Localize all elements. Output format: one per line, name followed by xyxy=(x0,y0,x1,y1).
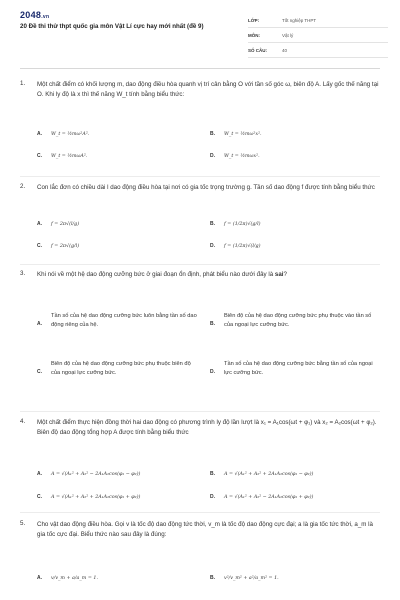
meta-row-class xyxy=(248,13,388,28)
option-letter: D. xyxy=(210,369,215,375)
option-text: A = √(A₁² + A₂² + 2A₁A₂cos(φ₁ + φ₂)) xyxy=(51,495,141,500)
option-letter: D. xyxy=(210,494,215,500)
option-b[interactable] xyxy=(210,312,380,352)
option-text: A = √(A₁² + A₂² − 2A₁A₂cos(φ₁ − φ₂)) xyxy=(51,472,141,477)
option-letter: A. xyxy=(37,131,42,137)
logo-suffix: .vn xyxy=(41,14,50,20)
option-a[interactable] xyxy=(37,312,207,352)
header-divider xyxy=(20,68,380,69)
option-letter: B. xyxy=(210,131,215,137)
option-text: f = 2π√(g/l) xyxy=(51,244,80,249)
document-title: 20 Đề thi thử thpt quốc gia môn Vật Lí cực hay mới nhất (đề 9) xyxy=(20,23,204,30)
meta-row-count xyxy=(248,43,388,58)
question-text: Cho vật dao động điều hòa. Gọi v là tốc độ dao động tức thời, v_m là tốc độ dao động cực đại; a là gia tốc tức thời, a_m là gia tốc cực đại. Biểu thức nào sau đây là đúng: xyxy=(37,521,373,538)
option-a[interactable] xyxy=(37,221,79,229)
question-divider xyxy=(20,264,380,265)
meta-value-subject: Vật lý xyxy=(282,32,294,38)
question-number: 4. xyxy=(20,418,26,425)
option-text: v²/v_m² + a²/a_m² = 1. xyxy=(224,576,279,581)
option-text: v/v_m + a/a_m = 1. xyxy=(51,576,98,581)
option-letter: C. xyxy=(37,153,42,159)
document-header xyxy=(0,0,400,64)
option-letter: A. xyxy=(37,321,42,327)
option-c[interactable] xyxy=(37,243,79,251)
option-d[interactable] xyxy=(210,494,313,502)
option-letter: D. xyxy=(210,153,215,159)
option-letter: C. xyxy=(37,243,42,249)
option-text: f = 2π√(l/g) xyxy=(51,222,80,227)
option-text: W_t = ½mωx². xyxy=(224,154,260,159)
option-text: A = √(A₁² + A₂² + 2A₁A₂cos(φ₁ − φ₂)) xyxy=(224,472,314,477)
option-d[interactable] xyxy=(210,153,260,161)
option-text: Biên độ của hệ dao động cưỡng bức phụ thuộc biên độ của ngoại lực cưỡng bức. xyxy=(51,361,191,376)
question-divider xyxy=(20,411,380,412)
option-text: f = (1/2π)√(l/g) xyxy=(224,244,261,249)
site-logo[interactable] xyxy=(20,10,49,20)
option-c[interactable] xyxy=(37,360,207,400)
option-letter: B. xyxy=(210,321,215,327)
question-divider xyxy=(20,512,380,513)
option-a[interactable] xyxy=(37,471,140,479)
option-d[interactable] xyxy=(210,243,260,251)
option-b[interactable] xyxy=(210,471,313,479)
option-b[interactable] xyxy=(210,221,260,229)
question-text: Một chất điểm thực hiện đồng thời hai dao động có phương trình ly độ lần lượt là x₁ = A₁cos(ωt + φ₁) và x₂ = A₂cos(ωt + φ₂). Biên độ dao động tổng hợp A được tính bằng biểu thức xyxy=(37,419,377,436)
meta-key-count: SỐ CÂU: xyxy=(248,47,267,53)
question-text: Con lắc đơn có chiều dài l dao động điều hòa tại nơi có gia tốc trọng trường g. Tần số dao động f được tính bằng biểu thức xyxy=(37,184,375,191)
meta-key-subject: MÔN: xyxy=(248,32,260,38)
question-number: 2. xyxy=(20,183,26,190)
question-number: 3. xyxy=(20,270,26,277)
option-letter: C. xyxy=(37,494,42,500)
meta-row-subject xyxy=(248,28,388,43)
question-number: 1. xyxy=(20,80,26,87)
option-c[interactable] xyxy=(37,153,87,161)
meta-key-class: LỚP: xyxy=(248,17,260,23)
option-letter: A. xyxy=(37,471,42,477)
question-text xyxy=(37,270,382,280)
option-letter: D. xyxy=(210,243,215,249)
option-c[interactable] xyxy=(37,494,140,502)
question-text: Một chất điểm có khối lượng m, dao động điều hòa quanh vị trí cân bằng O với tần số góc ω, biên độ A. Lấy gốc thế năng tại O. Khi ly độ là x thì thế năng W_t tính bằng biểu thức: xyxy=(37,81,379,98)
option-letter: B. xyxy=(210,575,215,581)
option-letter: B. xyxy=(210,221,215,227)
question-number: 5. xyxy=(20,520,26,527)
option-text: Tần số của hệ dao động cưỡng bức luôn bằng tần số dao động riêng của hệ. xyxy=(51,313,197,328)
question-text-emphasis: sai xyxy=(274,271,284,278)
option-letter: A. xyxy=(37,575,42,581)
option-letter: B. xyxy=(210,471,215,477)
question-divider xyxy=(20,176,380,177)
option-b[interactable] xyxy=(210,575,279,583)
option-d[interactable] xyxy=(210,360,380,400)
option-letter: C. xyxy=(37,369,42,375)
logo-text: 2048 xyxy=(20,10,42,20)
question-text-start: Khi nói về một hệ dao động cưỡng bức ở giai đoạn ổn định, phát biểu nào dưới đây là xyxy=(37,271,275,278)
option-text: W_t = ½mω²A². xyxy=(51,132,90,137)
option-text: A = √(A₁² + A₂² − 2A₁A₂cos(φ₁ + φ₂)) xyxy=(224,495,314,500)
option-text: W_t = ½mω²x². xyxy=(224,132,262,137)
meta-value-count: 40 xyxy=(282,47,288,53)
document-meta xyxy=(248,13,388,58)
option-text: Tần số của hệ dao động cưỡng bức bằng tần số của ngoại lực cưỡng bức. xyxy=(224,361,373,376)
option-a[interactable] xyxy=(37,131,89,139)
option-a[interactable] xyxy=(37,575,98,583)
option-b[interactable] xyxy=(210,131,262,139)
question-text-end: ? xyxy=(283,271,287,278)
meta-value-class: Tốt nghiệp THPT xyxy=(282,17,317,23)
option-text: Biên độ của hệ dao động cưỡng bức phụ thuộc vào tần số của ngoại lực cưỡng bức. xyxy=(224,313,372,328)
option-text: f = (1/2π)√(g/l) xyxy=(224,222,261,227)
option-text: W_t = ½mωA². xyxy=(51,154,88,159)
option-letter: A. xyxy=(37,221,42,227)
